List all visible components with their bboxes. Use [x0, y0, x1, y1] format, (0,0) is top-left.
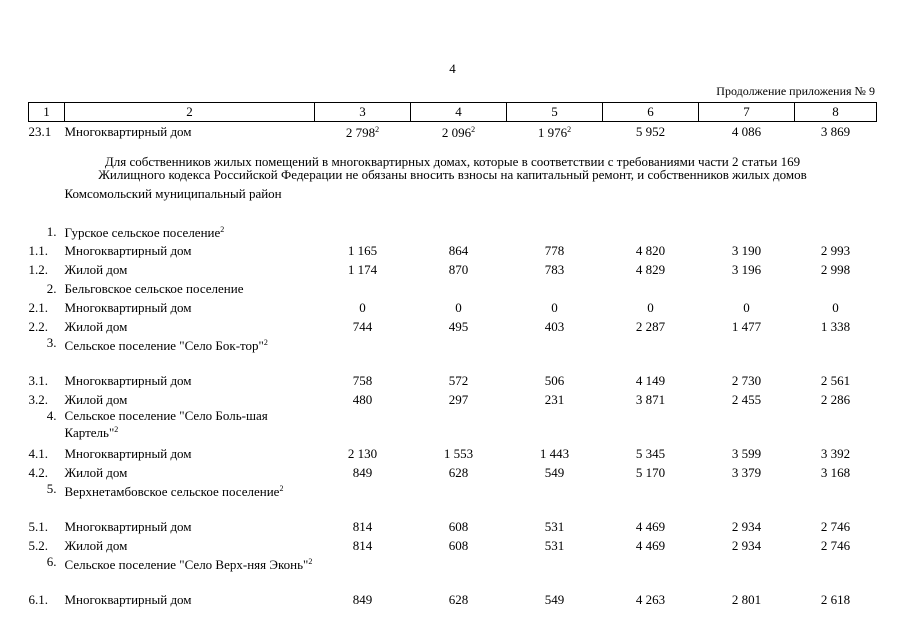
- value-cell: [603, 187, 699, 222]
- value-cell: [507, 279, 603, 298]
- value-cell: 3 392: [820, 445, 851, 461]
- value-cell: [699, 279, 795, 298]
- row-name: Многоквартирный дом: [64, 372, 192, 388]
- value-cell: [603, 279, 699, 298]
- section-number: 4.: [46, 408, 57, 423]
- column-number-header: 2: [65, 103, 315, 122]
- section-header-row: [29, 482, 877, 517]
- column-number-header: 6: [603, 103, 699, 122]
- value-cell: 3 599: [731, 445, 762, 461]
- table-row: [29, 298, 877, 317]
- column-number-header: 3: [315, 103, 411, 122]
- value-cell: 2 934: [731, 537, 762, 553]
- row-number: 23.1: [28, 123, 52, 139]
- intro-text-line: Жилищного кодекса Российской Федерации не обязаны вносить взносы на капитальный ремонт, и собственников жилых домов: [98, 167, 807, 182]
- value-cell: [507, 336, 603, 371]
- value-cell: [411, 409, 507, 444]
- value-cell: [603, 122, 699, 142]
- column-number-header: 4: [411, 103, 507, 122]
- footnote-marker: 2: [220, 225, 225, 234]
- value-cell: 744: [352, 318, 373, 334]
- value-cell: 870: [448, 261, 469, 277]
- value-cell: 3 871: [635, 391, 666, 407]
- value-cell: 814: [352, 518, 373, 534]
- value-cell: [315, 222, 411, 241]
- value-cell: 506: [544, 372, 565, 388]
- row-number: [29, 187, 65, 222]
- section-title-text: Бельговское сельское поселение: [64, 280, 244, 296]
- row-number: 3.1.: [28, 372, 48, 388]
- section-title-text: Сельское поселение "Село Бок-тор": [64, 338, 264, 353]
- footnote-marker: 2: [263, 338, 268, 347]
- row-number: 3.2.: [28, 391, 48, 407]
- section-header-row: [29, 409, 877, 444]
- row-number: 2.1.: [28, 299, 48, 315]
- value-text: 3 869: [820, 123, 851, 139]
- value-cell: [603, 409, 699, 444]
- value-cell: [699, 187, 795, 222]
- row-name: Жилой дом: [64, 391, 128, 407]
- value-cell: 2 561: [820, 372, 851, 388]
- value-cell: 778: [544, 242, 565, 258]
- value-cell: 572: [448, 372, 469, 388]
- value-cell: [795, 555, 877, 590]
- value-cell: 549: [544, 591, 565, 607]
- row-name: Многоквартирный дом: [64, 518, 192, 534]
- value-cell: [795, 482, 877, 517]
- value-cell: 2 993: [820, 242, 851, 258]
- table-row: [29, 317, 877, 336]
- value-cell: [315, 187, 411, 222]
- value-cell: 0: [455, 299, 462, 315]
- table-row: [29, 371, 877, 390]
- column-number-header: 8: [795, 103, 877, 122]
- section-header-row: [29, 279, 877, 298]
- section-number: 3.: [46, 335, 57, 350]
- value-cell: 297: [448, 391, 469, 407]
- value-text: 4 086: [731, 123, 762, 139]
- section-header-row: [29, 555, 877, 590]
- value-cell: [315, 279, 411, 298]
- value-cell: 0: [832, 299, 839, 315]
- value-cell: [507, 187, 603, 222]
- value-cell: [315, 409, 411, 444]
- value-cell: [507, 222, 603, 241]
- value-cell: [699, 409, 795, 444]
- value-cell: [507, 555, 603, 590]
- row-name: Многоквартирный дом: [64, 591, 192, 607]
- value-cell: [795, 122, 877, 142]
- value-cell: [699, 336, 795, 371]
- value-cell: 2 998: [820, 261, 851, 277]
- value-text: 1 976: [537, 125, 568, 140]
- table-row: [29, 444, 877, 463]
- table-row: [29, 390, 877, 409]
- value-cell: 231: [544, 391, 565, 407]
- value-cell: 608: [448, 518, 469, 534]
- section-title-text: Гурское сельское поселение: [64, 225, 221, 240]
- table-row: [29, 122, 877, 142]
- value-cell: [411, 222, 507, 241]
- row-number: 4.1.: [28, 445, 48, 461]
- value-cell: 2 730: [731, 372, 762, 388]
- value-text: 5 952: [635, 123, 666, 139]
- appendix-continuation-label: Продолжение приложения № 9: [716, 84, 875, 98]
- value-cell: 2 618: [820, 591, 851, 607]
- value-cell: [603, 555, 699, 590]
- value-cell: 495: [448, 318, 469, 334]
- section-title: [65, 222, 315, 241]
- value-cell: [795, 279, 877, 298]
- section-title-text: Сельское поселение "Село Боль-шая Картель": [64, 408, 268, 440]
- table-row: [29, 260, 877, 279]
- column-number-header: 7: [699, 103, 795, 122]
- value-cell: 2 130: [347, 445, 378, 461]
- value-cell: 1 553: [443, 445, 474, 461]
- value-cell: 5 345: [635, 445, 666, 461]
- section-number: 2.: [46, 280, 57, 296]
- column-number-header-row: [29, 103, 877, 122]
- section-number: 6.: [46, 554, 57, 569]
- table-row: [29, 536, 877, 555]
- column-number-header: 1: [29, 103, 65, 122]
- value-cell: 0: [743, 299, 750, 315]
- row-name: Многоквартирный дом: [64, 242, 192, 258]
- row-number: 2.2.: [28, 318, 48, 334]
- section-title: [65, 555, 315, 590]
- section-number: 1.: [46, 223, 57, 239]
- row-name: Жилой дом: [64, 537, 128, 553]
- section-header-row: [29, 336, 877, 371]
- table-row: [29, 590, 877, 609]
- table-row: [29, 463, 877, 482]
- value-cell: [507, 122, 603, 142]
- footnote-marker: 2: [114, 425, 119, 434]
- footnote-marker: 2: [567, 125, 572, 134]
- value-cell: [699, 122, 795, 142]
- value-cell: 4 469: [635, 518, 666, 534]
- footnote-marker: 2: [471, 125, 476, 134]
- value-cell: [795, 222, 877, 241]
- value-cell: 403: [544, 318, 565, 334]
- value-cell: [699, 482, 795, 517]
- value-cell: 758: [352, 372, 373, 388]
- section-title-text: Сельское поселение "Село Верх-няя Эконь": [64, 557, 309, 572]
- footnote-marker: 2: [279, 484, 284, 493]
- column-number-header: 5: [507, 103, 603, 122]
- value-cell: 1 443: [539, 445, 570, 461]
- value-cell: 849: [352, 591, 373, 607]
- footnote-marker: 2: [308, 557, 313, 566]
- row-name: Многоквартирный дом: [64, 445, 192, 461]
- table-row: [29, 241, 877, 260]
- row-number: 1.2.: [28, 261, 48, 277]
- value-cell: 531: [544, 518, 565, 534]
- value-cell: 2 286: [820, 391, 851, 407]
- value-cell: 3 196: [731, 261, 762, 277]
- value-cell: 628: [448, 591, 469, 607]
- value-cell: 480: [352, 391, 373, 407]
- value-cell: 1 165: [347, 242, 378, 258]
- value-cell: [411, 482, 507, 517]
- value-cell: [603, 222, 699, 241]
- value-cell: 0: [647, 299, 654, 315]
- district-name: Комсомольский муниципальный район: [64, 186, 282, 201]
- footnote-marker: 2: [375, 125, 380, 134]
- section-number: 5.: [46, 481, 57, 496]
- row-name: Жилой дом: [64, 261, 128, 277]
- value-cell: [603, 336, 699, 371]
- value-text: 2 096: [441, 125, 472, 140]
- district-row: [29, 187, 877, 222]
- table-row: [29, 517, 877, 536]
- value-cell: 2 801: [731, 591, 762, 607]
- value-cell: 5 170: [635, 464, 666, 480]
- value-cell: 4 149: [635, 372, 666, 388]
- row-name: Многоквартирный дом: [64, 299, 192, 315]
- value-cell: [315, 555, 411, 590]
- intro-text-line: Для собственников жилых помещений в многоквартирных домах, которые в соответствии с требованиями части 2 статьи 169: [104, 154, 801, 169]
- value-cell: [795, 336, 877, 371]
- value-cell: 2 746: [820, 537, 851, 553]
- value-cell: [507, 409, 603, 444]
- value-cell: 1 174: [347, 261, 378, 277]
- value-cell: 628: [448, 464, 469, 480]
- value-cell: [603, 482, 699, 517]
- value-cell: [699, 555, 795, 590]
- value-cell: 4 469: [635, 537, 666, 553]
- tariff-table: [28, 102, 877, 609]
- value-cell: [315, 336, 411, 371]
- value-cell: 1 338: [820, 318, 851, 334]
- row-number: 1.1.: [28, 242, 48, 258]
- value-cell: [411, 555, 507, 590]
- value-cell: 2 455: [731, 391, 762, 407]
- row-number: 4.2.: [28, 464, 48, 480]
- value-cell: 2 934: [731, 518, 762, 534]
- section-header-row: [29, 222, 877, 241]
- page-number: 4: [449, 61, 456, 76]
- value-cell: [315, 122, 411, 142]
- value-cell: [411, 187, 507, 222]
- value-text: 2 798: [345, 125, 376, 140]
- value-cell: [795, 187, 877, 222]
- value-cell: 531: [544, 537, 565, 553]
- value-cell: [315, 482, 411, 517]
- value-cell: 4 263: [635, 591, 666, 607]
- section-title: [65, 409, 315, 444]
- value-cell: [699, 222, 795, 241]
- row-number: 5.2.: [28, 537, 48, 553]
- value-cell: 2 287: [635, 318, 666, 334]
- section-title: [65, 279, 315, 298]
- row-number: 6.1.: [28, 591, 48, 607]
- value-cell: 0: [551, 299, 558, 315]
- row-name: Многоквартирный дом: [64, 123, 192, 139]
- value-cell: 3 379: [731, 464, 762, 480]
- value-cell: 4 820: [635, 242, 666, 258]
- value-cell: [411, 122, 507, 142]
- value-cell: [795, 409, 877, 444]
- section-title: [65, 482, 315, 517]
- row-name: Жилой дом: [64, 318, 128, 334]
- row-name: Жилой дом: [64, 464, 128, 480]
- value-cell: 3 190: [731, 242, 762, 258]
- value-cell: 4 829: [635, 261, 666, 277]
- value-cell: [411, 336, 507, 371]
- section-title: [65, 336, 315, 371]
- value-cell: 608: [448, 537, 469, 553]
- value-cell: [411, 279, 507, 298]
- value-cell: 814: [352, 537, 373, 553]
- value-cell: 3 168: [820, 464, 851, 480]
- value-cell: 849: [352, 464, 373, 480]
- value-cell: 549: [544, 464, 565, 480]
- value-cell: 2 746: [820, 518, 851, 534]
- section-title-text: Верхнетамбовское сельское поселение: [64, 484, 280, 499]
- value-cell: 783: [544, 261, 565, 277]
- value-cell: 864: [448, 242, 469, 258]
- value-cell: 1 477: [731, 318, 762, 334]
- row-number: 5.1.: [28, 518, 48, 534]
- value-cell: [507, 482, 603, 517]
- value-cell: 0: [359, 299, 366, 315]
